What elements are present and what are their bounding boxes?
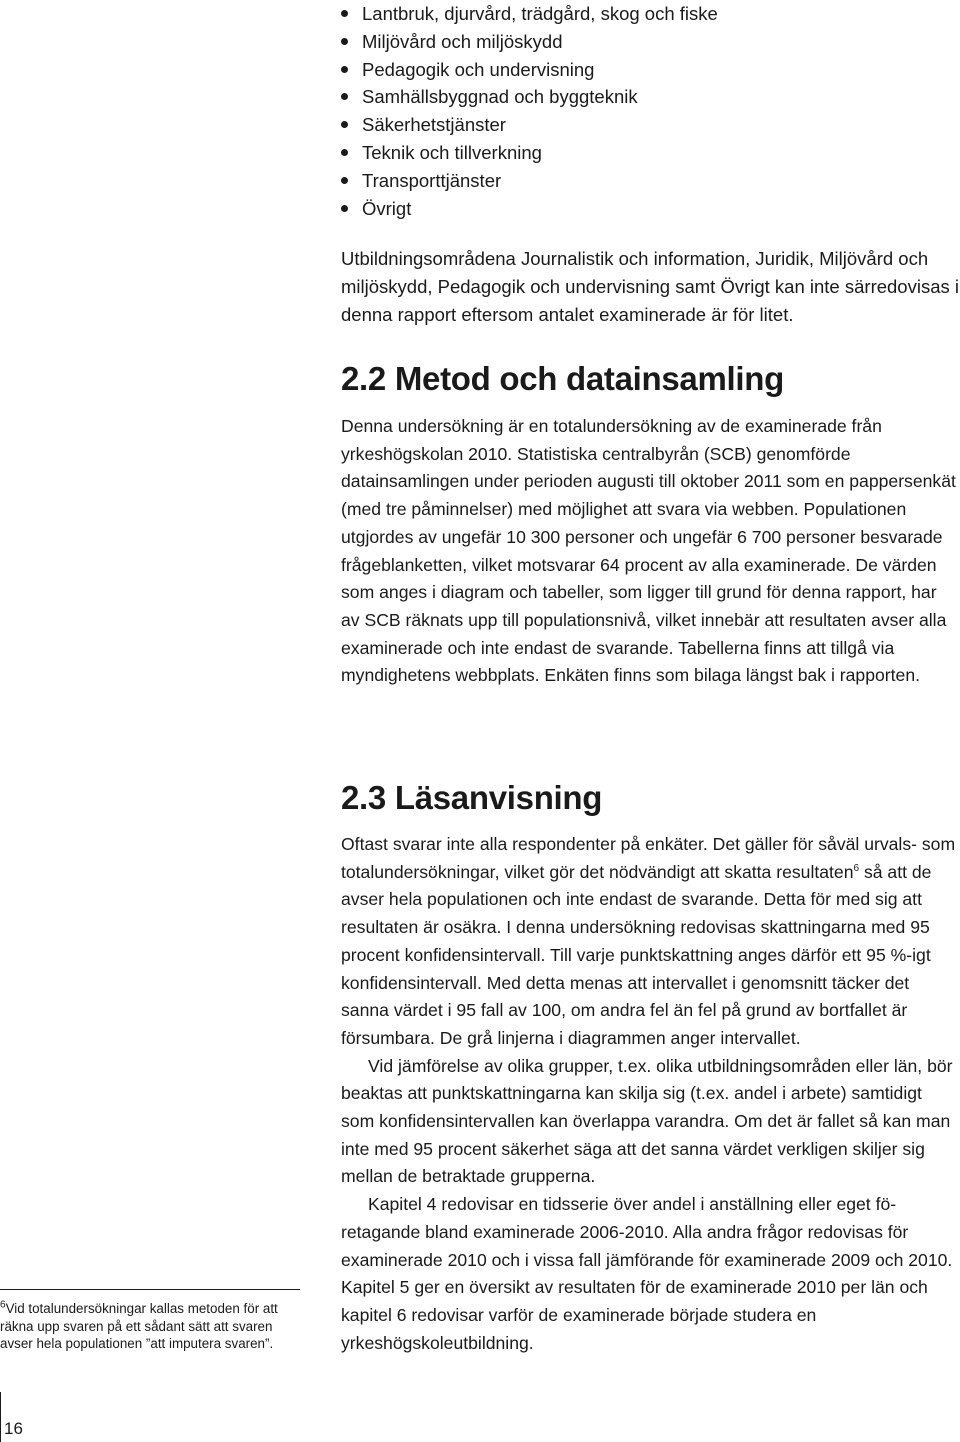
reading-paragraph-2: Vid jämförelse av olika grupper, t.ex. olika utbildningsområden eller län, bör beaktas att punktskattningarna kan skilja sig (t.ex. andel i arbete) samtidigt som konfidensintervallen kan överlappa varandra. Om det är fallet så kan man inte med 95 procent säkerhet säga att det sanna värdet verkligen skiljer sig mellan de betraktade grupperna.	[341, 1055, 953, 1187]
intro-paragraph: Utbildningsområdena Journalistik och information, Juridik, Miljövård och miljöskydd, Pedagogik och undervisning samt Övrigt kan inte särredovisas i denna rapport eftersom antalet examinerade är för litet.	[341, 248, 959, 325]
footnote-reference[interactable]: 6	[853, 862, 860, 874]
list-item: Pedagogik och undervisning	[341, 56, 718, 84]
page-number: 16	[4, 1419, 23, 1438]
section-2-3-body	[341, 831, 960, 1357]
page-margin-rule	[0, 1392, 1, 1442]
method-paragraph: Denna undersökning är en totalundersökning av de examinerade från yrkeshögskolan 2010. Statistiska centralbyrån (SCB) genomförde datainsamlingen under perioden augusti till oktober 2011 som en pappersenkät (med tre påminnelser) med möjlighet att svara via webben. Populationen utgjordes av ungefär 10 300 personer och ungefär 6 700 personer besvarade frågeblanketten, vilket motsvarar 64 procent av alla examinerade. De värden som anges i diagram och tabeller, som ligger till grund för denna rapport, har av SCB räknats upp till populationsnivå, vilket innebär att resultaten avser alla examinerade och inte endast de svarande. Tabellerna finns att tillgå via myndighetens webbplats. Enkäten finns som bilaga längst bak i rapporten.	[341, 416, 956, 686]
category-list	[341, 0, 718, 222]
section-heading-2-3: 2.3 Läsanvisning	[341, 779, 603, 816]
footnote-number: 6	[0, 1299, 6, 1311]
intro-section	[341, 245, 960, 328]
section-2-2-body	[341, 413, 960, 690]
reading-paragraph-3: Kapitel 4 redovisar en tidsserie över andel i anställning eller eget företagande bland examinerade 2006-2010. Alla andra frågor redovisas för examinerade 2010 och i vissa fall jämförande för examinerade 2009 och 2010. Kapitel 5 ger en översikt av resultaten för de examinerade 2010 per län och kapitel 6 redovisar varför de examinerade började studera en yrkeshögskoleutbildning.	[341, 1194, 953, 1353]
list-item: Miljövård och miljöskydd	[341, 28, 718, 56]
paragraph-text: så att de avser hela populationen och inte endast de svarande. Detta för med sig att resultaten är osäkra. I denna undersökning redovisas skattningarna med 95 procent konfidensintervall. Till varje punktskattning anges därför ett 95 %-igt konfidensintervall. Med detta menas att intervallet i genomsnitt täcker det sanna värdet i 95 fall av 100, om andra fel än fel på grund av bortfallet är försumbara. De grå linjerna i diagrammen anger intervallet.	[341, 861, 932, 1048]
list-item: Lantbruk, djurvård, trädgård, skog och fiske	[341, 0, 718, 28]
list-item: Övrigt	[341, 195, 718, 223]
list-item: Samhällsbyggnad och byggteknik	[341, 83, 718, 111]
paragraph-text: Oftast svarar inte alla respondenter på enkäter. Det gäller för såväl urvals- som totalundersökningar, vilket gör det nödvändigt att skatta resultaten	[341, 834, 956, 882]
list-item: Transporttjänster	[341, 167, 718, 195]
footnote	[0, 1300, 300, 1353]
list-item: Teknik och tillverkning	[341, 139, 718, 167]
reading-paragraph-1	[341, 831, 960, 1053]
footnote-divider	[0, 1289, 300, 1290]
section-heading-2-2: 2.2 Metod och datainsamling	[341, 360, 784, 397]
footnote-text: Vid totalundersökningar kallas metoden för att räkna upp svaren på ett sådant sätt att svaren avser hela populationen ”att imputera svaren”.	[0, 1301, 278, 1351]
list-item: Säkerhetstjänster	[341, 111, 718, 139]
